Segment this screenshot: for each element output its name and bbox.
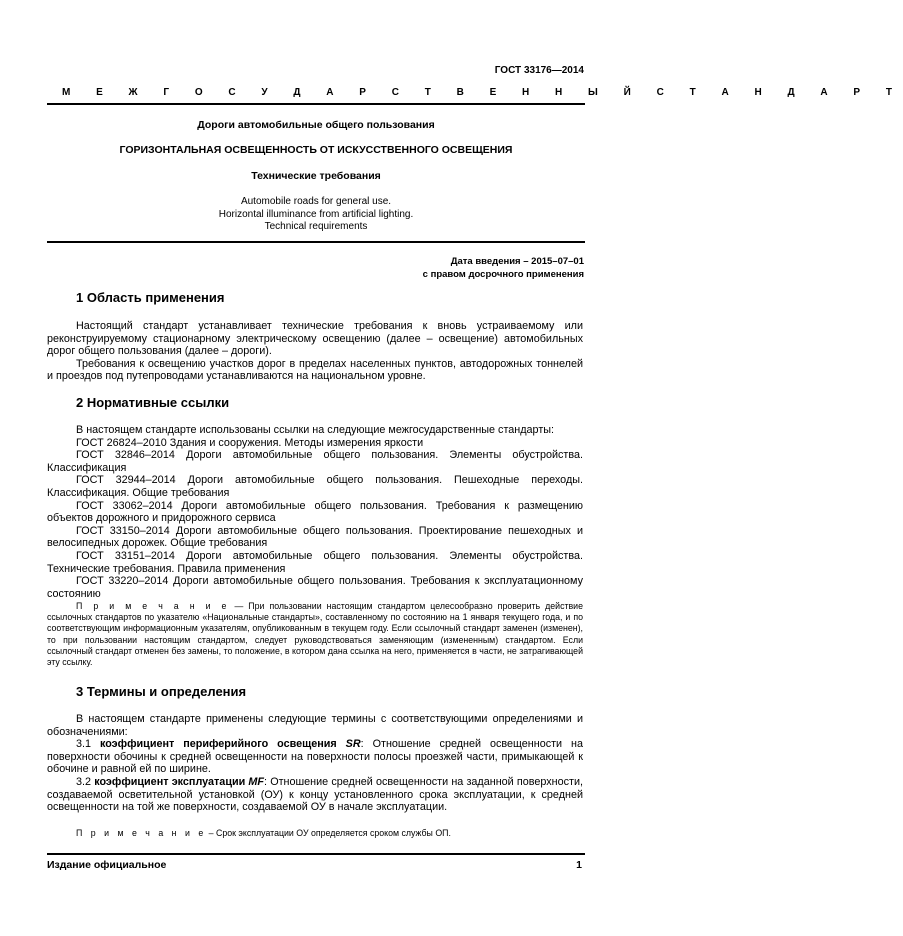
english-title-line-2: Horizontal illuminance from artificial lighting. bbox=[218, 208, 414, 220]
reference-item: ГОСТ 33151–2014 Дороги автомобильные общего пользования. Элементы обустройства. Технические требования. Правила применения bbox=[47, 549, 583, 575]
reference-item: ГОСТ 33062–2014 Дороги автомобильные общего пользования. Требования к размещению объектов дорожного и придорожного сервиса bbox=[47, 499, 583, 525]
section-3-intro: В настоящем стандарте применены следующие термины с соответствующими определениями и обозначениями: bbox=[47, 713, 583, 738]
top-rule bbox=[47, 103, 585, 105]
term-3-2 bbox=[47, 776, 583, 814]
reference-item: ГОСТ 32944–2014 Дороги автомобильные общего пользования. Пешеходные переходы. Классификация. Общие требования bbox=[47, 474, 583, 499]
term-name: коэффициент эксплуатации bbox=[94, 775, 249, 788]
section-1-heading: 1 Область применения bbox=[76, 290, 225, 305]
section-2-intro: В настоящем стандарте использованы ссылки на следующие межгосударственные стандарты: bbox=[76, 424, 555, 436]
note-label: П р и м е ч а н и е bbox=[76, 601, 230, 611]
reference-item: ГОСТ 33220–2014 Дороги автомобильные общего пользования. Требования к эксплуатационному состоянию bbox=[47, 575, 583, 600]
term-number: 3.1 bbox=[76, 738, 100, 751]
introduction-date bbox=[423, 255, 584, 281]
title-line-3: Технические требования bbox=[251, 170, 381, 182]
title-line-1: Дороги автомобильные общего пользования bbox=[197, 119, 435, 131]
note-text: – Срок эксплуатации ОУ определяется сроком службы ОП. bbox=[206, 828, 451, 838]
term-definition: : Отношение средней освещенности на поверхности обочины к средней освещенности на поверхности полосы проезжей части, примыкающей к обочине и равной ей по ширине. bbox=[47, 738, 583, 776]
section-1-paragraph-2: Требования к освещению участков дорог в пределах населенных пунктов, автодорожных тоннелей и проездов под путепроводами устанавливаются на национальном уровне. bbox=[47, 357, 583, 383]
term-3-1 bbox=[47, 738, 583, 776]
reference-item: ГОСТ 26824–2010 Здания и сооружения. Методы измерения яркости bbox=[76, 436, 424, 449]
section-3-note bbox=[47, 828, 583, 839]
english-title-line-3: Technical requirements bbox=[264, 221, 368, 232]
interstate-standard-banner: М Е Ж Г О С У Д А Р С Т В Е Н Н Ы Й С Т А Н Д А Р Т bbox=[62, 87, 903, 98]
section-3-body bbox=[47, 713, 583, 814]
term-definition: : Отношение средней освещенности на заданной поверхности, создаваемой осветительной установкой (ОУ) к концу установленного срока эксплуатации, к средней освещенности на той же поверхности, создаваемой ОУ в начале эксплуатации. bbox=[47, 775, 583, 814]
term-name: коэффициент периферийного освещения bbox=[99, 738, 346, 751]
section-1-body bbox=[47, 320, 583, 383]
reference-item: ГОСТ 33150–2014 Дороги автомобильные общего пользования. Проектирование пешеходных и велосипедных дорожек. Общие требования bbox=[47, 524, 583, 550]
section-1-paragraph-1: Настоящий стандарт устанавливает технические требования к вновь устраиваемому или реконструируемому стационарному электрическому освещению (далее – освещение) автомобильных дорог общего пользования (далее – дороги). bbox=[47, 320, 583, 358]
introduction-date-line-1: Дата введения – 2015–07–01 bbox=[450, 256, 584, 267]
section-2-heading: 2 Нормативные ссылки bbox=[76, 395, 230, 410]
footer-rule bbox=[47, 853, 585, 855]
term-symbol: SR bbox=[345, 738, 361, 751]
official-edition-label: Издание официальное bbox=[47, 859, 167, 871]
title-line-2: ГОРИЗОНТАЛЬНАЯ ОСВЕЩЕННОСТЬ ОТ ИСКУССТВЕННОГО ОСВЕЩЕНИЯ bbox=[119, 144, 513, 156]
title-rule bbox=[47, 241, 585, 243]
section-3-heading: 3 Термины и определения bbox=[76, 684, 247, 699]
section-2-body bbox=[47, 424, 583, 600]
note-label: П р и м е ч а н и е bbox=[76, 828, 207, 838]
page-number: 1 bbox=[576, 859, 582, 871]
introduction-date-line-2: с правом досрочного применения bbox=[422, 269, 584, 280]
english-title bbox=[47, 196, 585, 234]
english-title-line-1: Automobile roads for general use. bbox=[240, 196, 392, 207]
section-2-note bbox=[47, 601, 583, 668]
note-text: — При пользовании настоящим стандартом целесообразно проверить действие ссылочных стандартов по указателю «Национальные стандарты», составленному по состоянию на 1 января текущего года, и по соответствующим информационным указателям, опубликованным в текущем году. Если ссылочный стандарт заменен (изменен), то при пользовании настоящим стандартом, следует руководствоваться заменяющим (измененным) стандартом. Если ссылочный стандарт отменен без замены, то положение, в котором дана ссылка на него, применяется в части, не затрагивающей эту ссылку. bbox=[47, 601, 583, 668]
gost-number: ГОСТ 33176—2014 bbox=[494, 65, 584, 76]
term-symbol: MF bbox=[248, 775, 265, 788]
term-number: 3.2 bbox=[76, 775, 95, 788]
reference-item: ГОСТ 32846–2014 Дороги автомобильные общего пользования. Элементы обустройства. Классификация bbox=[47, 449, 583, 474]
